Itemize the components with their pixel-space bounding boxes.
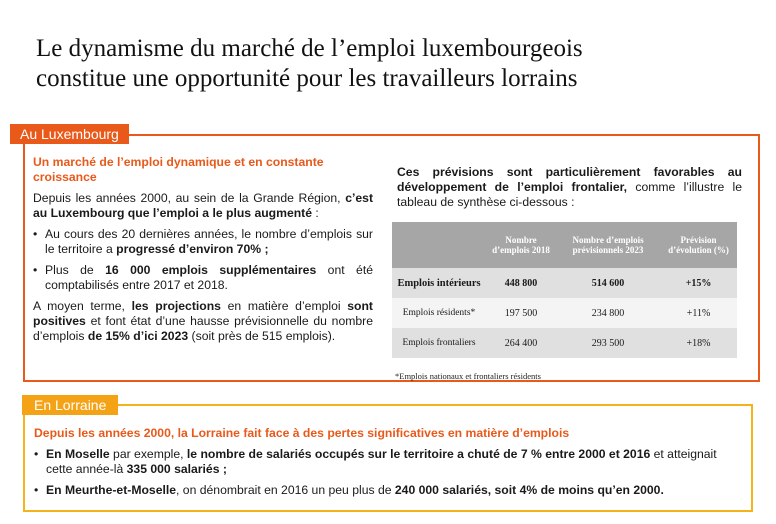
title-line-2: constitue une opportunité pour les travailleurs lorrains bbox=[36, 65, 578, 92]
text-span: et font état d’une hausse prévisionnelle du nombre d’emplois bbox=[33, 314, 373, 343]
lorraine-content bbox=[34, 426, 744, 498]
text-span: en matière d’emploi bbox=[220, 299, 348, 313]
lorraine-tab: En Lorraine bbox=[22, 395, 118, 415]
page-title bbox=[36, 34, 756, 94]
text-span: : bbox=[312, 206, 319, 220]
luxembourg-intro bbox=[33, 191, 373, 221]
luxembourg-bullet-2 bbox=[33, 263, 373, 293]
employment-table bbox=[392, 222, 737, 358]
table-header-2023: Nombre d’emplois prévisionnels 2023 bbox=[556, 222, 660, 268]
text-span: Au cours des 20 dernières années, le nombre d’emplois sur le territoire a bbox=[45, 227, 373, 256]
text-bold: 16 000 emplois supplémentaires bbox=[105, 263, 317, 277]
table-row bbox=[392, 268, 737, 298]
text-bold: Ces prévisions sont particulièrement favorables au développement de l’emploi frontalier, bbox=[397, 165, 742, 194]
lorraine-bullet-2 bbox=[34, 483, 744, 498]
cell-2018: 197 500 bbox=[486, 298, 556, 328]
cell-evolution: +15% bbox=[660, 268, 737, 298]
cell-2018: 264 400 bbox=[486, 328, 556, 358]
cell-2023: 514 600 bbox=[556, 268, 660, 298]
text-bold: En Meurthe-et-Moselle bbox=[46, 483, 177, 497]
text-bold: c’est au Luxembourg que l’emploi a le plus augmenté bbox=[33, 191, 373, 220]
cell-evolution: +11% bbox=[660, 298, 737, 328]
table-row bbox=[392, 328, 737, 358]
cell-2023: 234 800 bbox=[556, 298, 660, 328]
text-span: par exemple, bbox=[109, 447, 187, 461]
lorraine-heading: Depuis les années 2000, la Lorraine fait face à des pertes significatives en matière d’emplois bbox=[34, 426, 570, 440]
luxembourg-tab: Au Luxembourg bbox=[10, 124, 129, 144]
table-header-row bbox=[392, 222, 737, 268]
table-header-evolution: Prévision d’évolution (%) bbox=[660, 222, 737, 268]
text-bold: En Moselle bbox=[46, 447, 110, 461]
cell-evolution: +18% bbox=[660, 328, 737, 358]
table-footnote: *Emplois nationaux et frontaliers résidents bbox=[395, 371, 541, 381]
table-header-2018: Nombre d’emplois 2018 bbox=[486, 222, 556, 268]
text-span: , on dénombrait en 2016 un peu plus de bbox=[176, 483, 395, 497]
text-span: et atteignait cette année-là bbox=[46, 447, 717, 476]
luxembourg-bullet-1 bbox=[33, 227, 373, 257]
text-bold: les projections bbox=[131, 299, 221, 313]
table-header-empty bbox=[392, 222, 486, 268]
text-bold: progressé d’environ 70% ; bbox=[116, 242, 269, 256]
text-bold: 335 000 salariés ; bbox=[126, 462, 227, 476]
luxembourg-projection bbox=[33, 299, 373, 344]
text-span: ont été comptabilisés entre 2017 et 2018. bbox=[45, 263, 373, 292]
text-bold: de 15% d’ici 2023 bbox=[87, 329, 189, 343]
text-span: Depuis les années 2000, au sein de la Grande Région, bbox=[33, 191, 346, 205]
row-label: Emplois résidents* bbox=[392, 298, 486, 328]
row-label: Emplois intérieurs bbox=[392, 268, 486, 298]
table-intro bbox=[397, 165, 742, 210]
lorraine-bullet-1 bbox=[34, 447, 744, 477]
text-bold: le nombre de salariés occupés sur le territoire a chuté de 7 % entre 2000 et 2016 bbox=[186, 447, 651, 461]
title-line-1: Le dynamisme du marché de l’emploi luxembourgeois bbox=[36, 35, 583, 62]
row-label: Emplois frontaliers bbox=[392, 328, 486, 358]
text-span: Plus de bbox=[45, 263, 106, 277]
luxembourg-left-column bbox=[33, 155, 373, 344]
text-span: comme l’illustre le tableau de synthèse ci-dessous : bbox=[397, 180, 742, 209]
text-span: (soit près de 515 emplois). bbox=[188, 329, 336, 343]
cell-2018: 448 800 bbox=[486, 268, 556, 298]
text-bold: 240 000 salariés, soit 4% de moins qu’en 2000. bbox=[394, 483, 664, 497]
cell-2023: 293 500 bbox=[556, 328, 660, 358]
luxembourg-heading: Un marché de l’emploi dynamique et en constante croissance bbox=[33, 155, 324, 184]
text-bold: sont positives bbox=[33, 299, 373, 328]
text-span: A moyen terme, bbox=[33, 299, 132, 313]
table-row bbox=[392, 298, 737, 328]
